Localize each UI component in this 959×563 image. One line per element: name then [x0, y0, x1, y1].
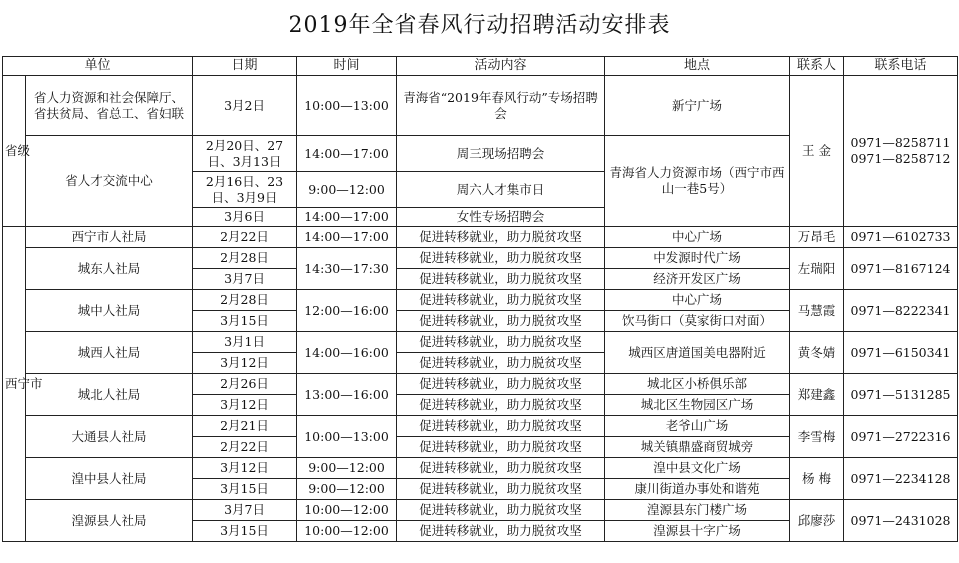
- table-row: [3, 374, 958, 395]
- unit-name: 城东人社局: [26, 248, 193, 290]
- table-row: [3, 248, 958, 269]
- contact-cell: 杨 梅: [790, 458, 844, 500]
- unit-name: 省人力资源和社会保障厅、省扶贫局、省总工、省妇联: [26, 76, 193, 136]
- time-cell: 10:00—13:00: [297, 416, 397, 458]
- content-cell: 促进转移就业，助力脱贫攻坚: [397, 458, 605, 479]
- date-cell: 2月26日: [193, 374, 297, 395]
- time-cell: 10:00—13:00: [297, 76, 397, 136]
- phone-cell: 0971—6150341: [844, 332, 958, 374]
- header-content: 活动内容: [397, 57, 605, 76]
- phone-line-1: 0971—8258711: [850, 135, 951, 150]
- phone-cell: 0971—6102733: [844, 227, 958, 248]
- unit-name: 城中人社局: [26, 290, 193, 332]
- content-cell: 促进转移就业，助力脱贫攻坚: [397, 227, 605, 248]
- date-cell: 3月1日: [193, 332, 297, 353]
- date-cell: 2月20日、27日、3月13日: [193, 136, 297, 172]
- content-cell: 促进转移就业，助力脱贫攻坚: [397, 374, 605, 395]
- header-phone: 联系电话: [844, 57, 958, 76]
- header-place: 地点: [605, 57, 790, 76]
- unit-name: 湟中县人社局: [26, 458, 193, 500]
- phone-cell: 0971—8222341: [844, 290, 958, 332]
- table-row: [3, 227, 958, 248]
- contact-cell: 万昂毛: [790, 227, 844, 248]
- header-contact: 联系人: [790, 57, 844, 76]
- time-cell: 13:00—16:00: [297, 374, 397, 416]
- content-cell: 周三现场招聘会: [397, 136, 605, 172]
- place-cell: 城北区生物园区广场: [605, 395, 790, 416]
- table-row: [3, 290, 958, 311]
- table-row: [3, 500, 958, 521]
- contact-cell: 邱廖莎: [790, 500, 844, 542]
- date-cell: 3月15日: [193, 479, 297, 500]
- date-cell: 2月22日: [193, 227, 297, 248]
- place-cell: 城西区唐道国美电器附近: [605, 332, 790, 374]
- unit-name: 西宁市人社局: [26, 227, 193, 248]
- date-cell: 3月2日: [193, 76, 297, 136]
- time-cell: 14:00—17:00: [297, 227, 397, 248]
- place-cell: 城关镇鼎盛商贸城旁: [605, 437, 790, 458]
- content-cell: 促进转移就业，助力脱贫攻坚: [397, 500, 605, 521]
- content-cell: 女性专场招聘会: [397, 208, 605, 227]
- date-cell: 2月21日: [193, 416, 297, 437]
- content-cell: 促进转移就业，助力脱贫攻坚: [397, 353, 605, 374]
- phone-line-2: 0971—8258712: [850, 151, 951, 166]
- time-cell: 10:00—12:00: [297, 521, 397, 542]
- header-row: [3, 57, 958, 76]
- place-cell: 湟中县文化广场: [605, 458, 790, 479]
- date-cell: 2月28日: [193, 290, 297, 311]
- place-cell: 经济开发区广场: [605, 269, 790, 290]
- date-cell: 3月6日: [193, 208, 297, 227]
- time-cell: 9:00—12:00: [297, 479, 397, 500]
- region-provincial: 省级: [3, 76, 26, 227]
- content-cell: 周六人才集市日: [397, 172, 605, 208]
- date-cell: 3月7日: [193, 500, 297, 521]
- content-cell: 促进转移就业，助力脱贫攻坚: [397, 311, 605, 332]
- contact-cell: 黄冬婧: [790, 332, 844, 374]
- contact-cell: 左瑞阳: [790, 248, 844, 290]
- content-cell: 促进转移就业，助力脱贫攻坚: [397, 479, 605, 500]
- unit-name: 省人才交流中心: [26, 136, 193, 227]
- date-cell: 3月15日: [193, 521, 297, 542]
- time-cell: 14:00—17:00: [297, 208, 397, 227]
- phone-cell: 0971—2234128: [844, 458, 958, 500]
- date-cell: 3月12日: [193, 353, 297, 374]
- time-cell: 10:00—12:00: [297, 500, 397, 521]
- time-cell: 14:30—17:30: [297, 248, 397, 290]
- page-title: 2019年全省春风行动招聘活动安排表: [288, 13, 671, 38]
- place-cell: 青海省人力资源市场（西宁市西山一巷5号）: [605, 136, 790, 227]
- place-cell: 康川街道办事处和谐苑: [605, 479, 790, 500]
- date-cell: 3月7日: [193, 269, 297, 290]
- time-cell: 9:00—12:00: [297, 458, 397, 479]
- date-cell: 3月15日: [193, 311, 297, 332]
- unit-name: 城西人社局: [26, 332, 193, 374]
- header-date: 日期: [193, 57, 297, 76]
- contact-cell: 李雪梅: [790, 416, 844, 458]
- table-row: [3, 416, 958, 437]
- table-row: [3, 458, 958, 479]
- date-cell: 3月12日: [193, 395, 297, 416]
- place-cell: 湟源县东门楼广场: [605, 500, 790, 521]
- place-cell: 中心广场: [605, 227, 790, 248]
- place-cell: 城北区小桥俱乐部: [605, 374, 790, 395]
- unit-name: 湟源县人社局: [26, 500, 193, 542]
- content-cell: 促进转移就业，助力脱贫攻坚: [397, 290, 605, 311]
- place-cell: 中发源时代广场: [605, 248, 790, 269]
- contact-cell: 王 金: [790, 76, 844, 227]
- phone-cell: 0971—5131285: [844, 374, 958, 416]
- place-cell: 饮马街口（莫家街口对面）: [605, 311, 790, 332]
- phone-cell: 0971—8167124: [844, 248, 958, 290]
- content-cell: 促进转移就业，助力脱贫攻坚: [397, 416, 605, 437]
- content-cell: 促进转移就业，助力脱贫攻坚: [397, 395, 605, 416]
- content-cell: 促进转移就业，助力脱贫攻坚: [397, 332, 605, 353]
- unit-name: 城北人社局: [26, 374, 193, 416]
- header-time: 时间: [297, 57, 397, 76]
- date-cell: 2月28日: [193, 248, 297, 269]
- schedule-table: [2, 56, 958, 542]
- date-cell: 3月12日: [193, 458, 297, 479]
- content-cell: 促进转移就业，助力脱贫攻坚: [397, 521, 605, 542]
- content-cell: 促进转移就业，助力脱贫攻坚: [397, 248, 605, 269]
- place-cell: 老爷山广场: [605, 416, 790, 437]
- phone-cell: 0971—2722316: [844, 416, 958, 458]
- table-row: [3, 76, 958, 136]
- time-cell: 9:00—12:00: [297, 172, 397, 208]
- content-cell: 青海省“2019年春风行动”专场招聘会: [397, 76, 605, 136]
- time-cell: 14:00—17:00: [297, 136, 397, 172]
- table-row: [3, 332, 958, 353]
- header-unit: 单位: [3, 57, 193, 76]
- time-cell: 14:00—16:00: [297, 332, 397, 374]
- date-cell: 2月16日、23日、3月9日: [193, 172, 297, 208]
- time-cell: 12:00—16:00: [297, 290, 397, 332]
- place-cell: 新宁广场: [605, 76, 790, 136]
- phone-cell: [844, 76, 958, 227]
- contact-cell: 郑建鑫: [790, 374, 844, 416]
- phone-cell: 0971—2431028: [844, 500, 958, 542]
- place-cell: 中心广场: [605, 290, 790, 311]
- content-cell: 促进转移就业，助力脱贫攻坚: [397, 437, 605, 458]
- unit-name: 大通县人社局: [26, 416, 193, 458]
- content-cell: 促进转移就业，助力脱贫攻坚: [397, 269, 605, 290]
- place-cell: 湟源县十字广场: [605, 521, 790, 542]
- contact-cell: 马慧霞: [790, 290, 844, 332]
- date-cell: 2月22日: [193, 437, 297, 458]
- region-xining: 西宁市: [3, 227, 26, 542]
